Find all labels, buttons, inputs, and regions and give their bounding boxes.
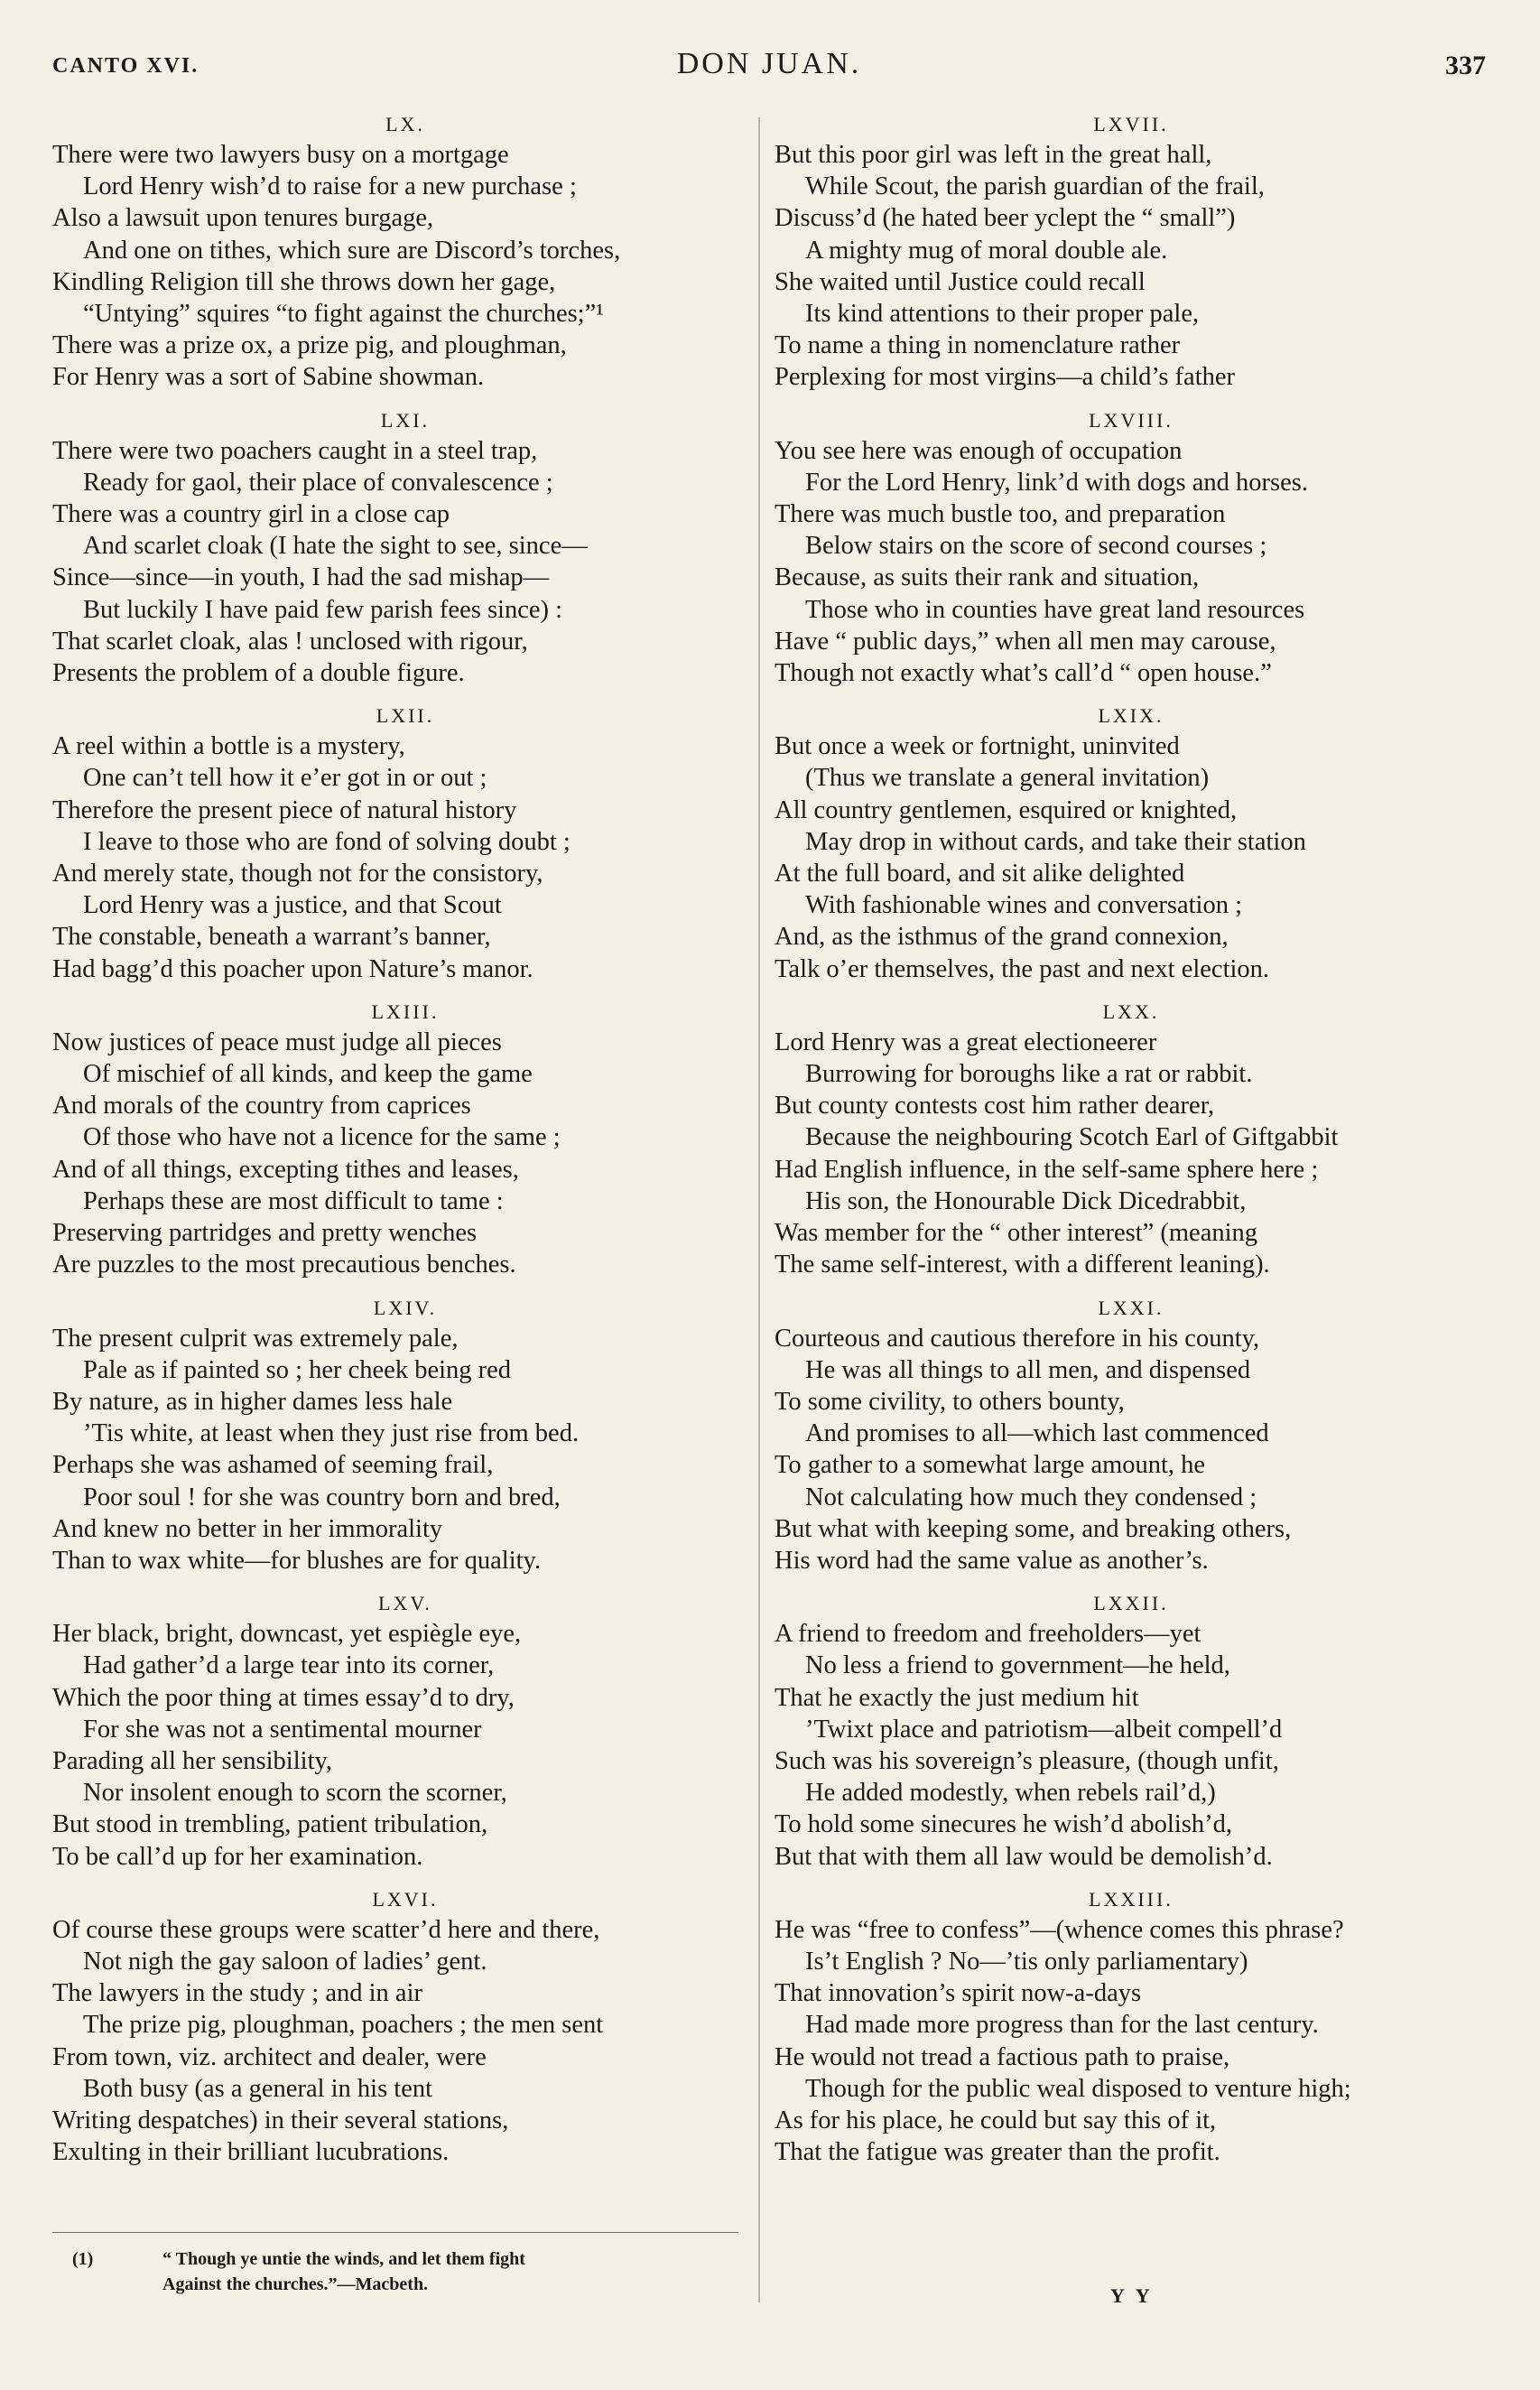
verse-line: And scarlet cloak (I hate the sight to see, since— [83, 532, 588, 561]
verse-line: Had made more progress than for the last century. [805, 2011, 1319, 2040]
verse-line: Are puzzles to the most precautious benches. [52, 1251, 516, 1279]
verse-line: Now justices of peace must judge all pieces [52, 1028, 502, 1056]
verse-line: Lord Henry wish’d to raise for a new purchase ; [83, 172, 577, 201]
left-column [52, 110, 758, 2181]
stanza [775, 1885, 1488, 2169]
stanza-numeral: LXII. [376, 704, 435, 728]
stanza [52, 1589, 758, 1873]
verse-line: She waited until Justice could recall [775, 267, 1146, 296]
verse-line: And of all things, excepting tithes and leases, [52, 1155, 519, 1184]
verse-line: Poor soul ! for she was country born and bred, [83, 1483, 561, 1511]
verse-line: Which the poor thing at times essay’d to dry, [52, 1683, 515, 1712]
stanza-numeral: LXXII. [1093, 1592, 1169, 1615]
verse-line: Though not exactly what’s call’d “ open house.” [775, 659, 1272, 688]
footnote-number: (1) [72, 2249, 94, 2269]
verse-line: At the full board, and sit alike delighted [775, 860, 1185, 888]
verse-line: You see here was enough of occupation [775, 436, 1183, 465]
verse-line: I leave to those who are fond of solving doubt ; [83, 827, 571, 856]
verse-line: Preserving partridges and pretty wenches [52, 1219, 478, 1248]
verse-line: Perhaps these are most difficult to tame : [83, 1186, 504, 1215]
verse-line: By nature, as in higher dames less hale [52, 1387, 453, 1416]
verse-line: That he exactly the just medium hit [775, 1683, 1139, 1712]
verse-line: He would not tread a factious path to praise, [775, 2042, 1230, 2071]
verse-line: But stood in trembling, patient tribulation, [52, 1810, 488, 1839]
verse-line: Burrowing for boroughs like a rat or rabbit. [805, 1060, 1253, 1089]
verse-line: Had gather’d a large tear into its corner, [83, 1651, 495, 1680]
verse-line: Such was his sovereign’s pleasure, (though unfit, [775, 1746, 1279, 1775]
verse-line: There was a country girl in a close cap [52, 500, 450, 529]
stanza [775, 1294, 1488, 1577]
verse-line: Of course these groups were scatter’d here and there, [52, 1915, 600, 1944]
verse-line: The same self-interest, with a different leaning). [775, 1251, 1270, 1279]
verse-line: Have “ public days,” when all men may carouse, [775, 627, 1276, 656]
verse-line: ’Tis white, at least when they just rise from bed. [83, 1419, 580, 1448]
verse-line: Therefore the present piece of natural history [52, 795, 517, 824]
verse-line: Writing despatches) in their several stations, [52, 2106, 509, 2134]
verse-line: Pale as if painted so ; her cheek being red [83, 1355, 512, 1384]
verse-line: To gather to a somewhat large amount, he [775, 1451, 1206, 1480]
verse-line: For the Lord Henry, link’d with dogs and horses. [805, 468, 1308, 497]
verse-line: That the fatigue was greater than the profit. [775, 2138, 1220, 2167]
verse-line: There was much bustle too, and preparation [775, 500, 1226, 529]
verse-line: Though for the public weal disposed to venture high; [805, 2074, 1351, 2103]
stanza [775, 406, 1488, 690]
stanza [52, 1294, 758, 1577]
verse-line: Nor insolent enough to scorn the scorner, [83, 1779, 507, 1808]
verse-line: Ready for gaol, their place of convalescence ; [83, 468, 553, 497]
verse-line: All country gentlemen, esquired or knighted, [775, 795, 1238, 824]
verse-line: But once a week or fortnight, uninvited [775, 732, 1180, 761]
verse-line: Of those who have not a licence for the same ; [83, 1123, 561, 1152]
verse-line: No less a friend to government—he held, [805, 1651, 1230, 1680]
verse-line: Had English influence, in the self-same sphere here ; [775, 1155, 1319, 1184]
stanza [52, 998, 758, 1281]
verse-line: Perhaps she was ashamed of seeming frail, [52, 1451, 494, 1480]
verse-line: Its kind attentions to their proper pale, [805, 300, 1200, 329]
verse-line: Parading all her sensibility, [52, 1746, 333, 1775]
verse-line: Perplexing for most virgins—a child’s father [775, 363, 1236, 392]
verse-line: The prize pig, ploughman, poachers ; the men sent [83, 2011, 604, 2040]
verse-line: The lawyers in the study ; and in air [52, 1979, 422, 2008]
page-title: DON JUAN. [676, 47, 862, 80]
verse-line: To hold some sinecures he wish’d abolish’d, [775, 1810, 1232, 1839]
verse-line: He was all things to all men, and dispensed [805, 1355, 1251, 1384]
verse-line: And merely state, though not for the consistory, [52, 860, 543, 888]
verse-line: As for his place, he could but say this of it, [775, 2106, 1217, 2134]
verse-line: ’Twixt place and patriotism—albeit compell’d [805, 1715, 1283, 1744]
verse-line: With fashionable wines and conversation ; [805, 891, 1243, 920]
verse-line: To name a thing in nomenclature rather [775, 331, 1181, 360]
verse-line: But what with keeping some, and breaking others, [775, 1514, 1292, 1543]
verse-line: And, as the isthmus of the grand connexion, [775, 923, 1229, 952]
verse-line: And promises to all—which last commenced [805, 1419, 1269, 1448]
stanza-numeral: LXVII. [1093, 113, 1169, 135]
verse-line: Talk o’er themselves, the past and next election. [775, 954, 1270, 983]
column-divider [758, 117, 760, 2302]
stanza-numeral: LXIII. [371, 1000, 440, 1023]
verse-line: Since—since—in youth, I had the sad mishap— [52, 563, 550, 592]
footnote-rule [52, 2232, 738, 2233]
verse-line: Than to wax white—for blushes are for quality. [52, 1546, 542, 1575]
verse-line: Also a lawsuit upon tenures burgage, [52, 204, 434, 233]
verse-line: Had bagg’d this poacher upon Nature’s manor. [52, 954, 533, 983]
footnote-text [162, 2246, 525, 2297]
verse-line: There were two poachers caught in a steel trap, [52, 436, 538, 465]
verse-line: Is’t English ? No—’tis only parliamentary) [805, 1947, 1248, 1976]
verse-line: But this poor girl was left in the great hall, [775, 141, 1212, 169]
stanza [52, 110, 758, 394]
verse-line: There were two lawyers busy on a mortgage [52, 141, 509, 169]
stanza [775, 110, 1488, 394]
stanza [775, 1589, 1488, 1873]
signature-mark: Y Y [1110, 2284, 1154, 2307]
stanza-numeral: LXI. [380, 408, 431, 432]
verse-line: While Scout, the parish guardian of the frail, [805, 172, 1265, 201]
running-header [52, 47, 1486, 92]
verse-line: And morals of the country from caprices [52, 1092, 471, 1121]
verse-line: A reel within a bottle is a mystery, [52, 732, 405, 761]
verse-line: Because the neighbouring Scotch Earl of Giftgabbit [805, 1123, 1339, 1152]
verse-line: Those who in counties have great land resources [805, 595, 1305, 624]
stanza [775, 998, 1488, 1281]
verse-line: Was member for the “ other interest” (meaning [775, 1219, 1258, 1248]
stanza-numeral: LXXIII. [1089, 1887, 1174, 1911]
verse-line: The present culprit was extremely pale, [52, 1324, 459, 1353]
stanza-numeral: LXVIII. [1089, 408, 1174, 432]
footnote-line: Against the churches.”—Macbeth. [162, 2274, 429, 2294]
stanza-numeral: LXX. [1102, 1000, 1160, 1023]
verse-line: And knew no better in her immorality [52, 1514, 443, 1543]
verse-line: Below stairs on the score of second courses ; [805, 532, 1267, 561]
verse-line: That innovation’s spirit now-a-days [775, 1979, 1142, 2008]
verse-line: That scarlet cloak, alas ! unclosed with rigour, [52, 627, 528, 656]
stanza [52, 702, 758, 985]
verse-line: A friend to freedom and freeholders—yet [775, 1620, 1201, 1649]
verse-line: Not nigh the gay saloon of ladies’ gent. [83, 1947, 487, 1976]
verse-line: There was a prize ox, a prize pig, and ploughman, [52, 331, 567, 360]
verse-line: Not calculating how much they condensed ; [805, 1483, 1257, 1511]
verse-line: He added modestly, when rebels rail’d,) [805, 1779, 1216, 1808]
stanza-numeral: LXXI. [1098, 1296, 1164, 1319]
verse-line: Of mischief of all kinds, and keep the game [83, 1060, 533, 1089]
stanza-numeral: LXIV. [373, 1296, 438, 1319]
verse-line: “Untying” squires “to fight against the churches;”¹ [83, 300, 604, 329]
verse-line: For Henry was a sort of Sabine showman. [52, 363, 485, 392]
verse-line: Presents the problem of a double figure. [52, 659, 465, 688]
verse-line: Discuss’d (he hated beer yclept the “ small”) [775, 204, 1236, 233]
verse-line: Lord Henry was a justice, and that Scout [83, 891, 502, 920]
verse-line: The constable, beneath a warrant’s banner, [52, 923, 491, 952]
verse-line: Lord Henry was a great electioneerer [775, 1028, 1157, 1056]
verse-line: Exulting in their brilliant lucubrations. [52, 2138, 450, 2167]
verse-line: To be call’d up for her examination. [52, 1842, 423, 1871]
verse-line: May drop in without cards, and take their station [805, 827, 1306, 856]
right-column [775, 110, 1488, 2181]
stanza-numeral: LXVI. [372, 1887, 439, 1911]
verse-line: Her black, bright, downcast, yet espiègle eye, [52, 1620, 522, 1649]
verse-line: And one on tithes, which sure are Discord’s torches, [83, 236, 621, 265]
stanza [52, 1885, 758, 2169]
page-number: 337 [1445, 51, 1486, 80]
verse-line: His word had the same value as another’s. [775, 1546, 1209, 1575]
verse-line: To some civility, to others bounty, [775, 1387, 1125, 1416]
verse-line: But that with them all law would be demolish’d. [775, 1842, 1273, 1871]
verse-line: (Thus we translate a general invitation) [805, 764, 1210, 793]
verse-line: But luckily I have paid few parish fees since) : [83, 595, 563, 624]
verse-line: Courteous and cautious therefore in his county, [775, 1324, 1260, 1353]
verse-line: Kindling Religion till she throws down her gage, [52, 267, 556, 296]
stanza-numeral: LXV. [378, 1592, 432, 1615]
verse-line: From town, viz. architect and dealer, were [52, 2042, 487, 2071]
verse-line: A mighty mug of moral double ale. [805, 236, 1168, 265]
verse-line: His son, the Honourable Dick Dicedrabbit, [805, 1186, 1247, 1215]
canto-label: CANTO XVI. [52, 54, 199, 78]
verse-line: One can’t tell how it e’er got in or out ; [83, 764, 487, 793]
verse-line: But county contests cost him rather dearer, [775, 1092, 1215, 1121]
stanza [775, 702, 1488, 985]
footnote-line: “ Though ye untie the winds, and let them fight [162, 2249, 525, 2269]
verse-line: Both busy (as a general in his tent [83, 2074, 433, 2103]
stanza [52, 406, 758, 690]
stanza-numeral: LXIX. [1098, 704, 1164, 728]
verse-line: Because, as suits their rank and situation, [775, 563, 1200, 592]
verse-line: For she was not a sentimental mourner [83, 1715, 482, 1744]
verse-line: He was “free to confess”—(whence comes this phrase? [775, 1915, 1344, 1944]
stanza-numeral: LX. [385, 113, 425, 135]
